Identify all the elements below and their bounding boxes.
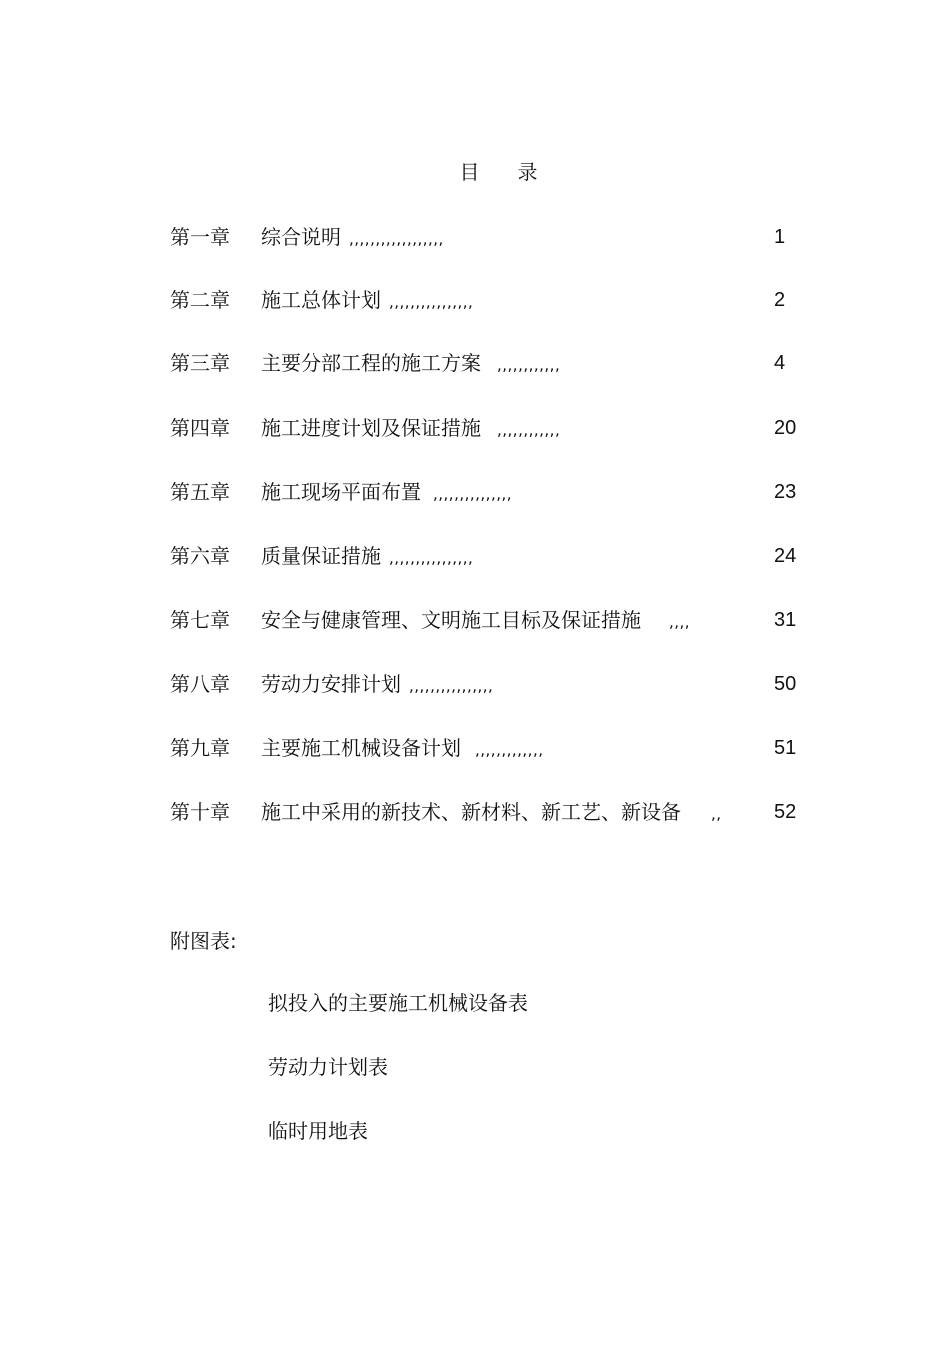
toc-entry[interactable] [170, 221, 800, 253]
toc-leader: ,,,,,,,,,,,, [497, 356, 561, 374]
toc-chapter-label: 第八章 [170, 672, 230, 696]
toc-chapter-label: 第六章 [170, 544, 230, 568]
toc-leader: ,, [711, 805, 722, 823]
toc-chapter-label: 第九章 [170, 736, 230, 760]
toc-entry-title [261, 221, 444, 255]
title-char-2: 录 [517, 160, 538, 184]
toc-entry[interactable] [170, 476, 800, 508]
toc-page-number: 24 [774, 545, 797, 567]
toc-entry-title [261, 284, 473, 318]
toc-entry[interactable] [170, 540, 800, 572]
toc-entry-title [261, 732, 544, 766]
page-title [0, 156, 950, 185]
toc-leader: ,,,, [669, 613, 691, 631]
toc-entry[interactable] [170, 284, 800, 316]
toc-leader: ,,,,,,,,,,,, [497, 421, 561, 439]
toc-page-number: 23 [774, 481, 797, 503]
toc-title-text: 劳动力安排计划 [261, 672, 401, 696]
toc-page-number: 4 [774, 352, 786, 374]
toc-page-number: 1 [774, 226, 786, 248]
toc-page-number: 31 [774, 609, 797, 631]
toc-entry-title [261, 540, 473, 574]
toc-entry[interactable] [170, 412, 800, 444]
appendix-item: 拟投入的主要施工机械设备表 [268, 991, 528, 1015]
toc-page-number: 50 [774, 673, 797, 695]
toc-entry-title [261, 668, 493, 702]
toc-leader: ,,,,,,,,,,,,,,,,,, [349, 230, 444, 248]
toc-entry-title [261, 347, 560, 381]
toc-chapter-label: 第五章 [170, 480, 230, 504]
toc-chapter-label: 第二章 [170, 288, 230, 312]
toc-page-number: 51 [774, 737, 797, 759]
toc-entry-title [261, 476, 512, 510]
toc-title-text: 施工中采用的新技术、新材料、新工艺、新设备 [261, 800, 681, 824]
toc-title-text: 综合说明 [261, 225, 341, 249]
toc-chapter-label: 第一章 [170, 225, 230, 249]
toc-leader: ,,,,,,,,,,,,,,, [433, 485, 513, 503]
toc-page-number: 20 [774, 417, 797, 439]
toc-entry[interactable] [170, 732, 800, 764]
toc-title-text: 安全与健康管理、文明施工目标及保证措施 [261, 608, 641, 632]
toc-entry-title [261, 412, 560, 446]
toc-page-number: 2 [774, 289, 786, 311]
toc-title-text: 施工现场平面布置 [261, 480, 421, 504]
toc-chapter-label: 第四章 [170, 416, 230, 440]
toc-entry-title [261, 796, 722, 830]
toc-leader: ,,,,,,,,,,,,,,,, [409, 677, 494, 695]
appendix-item: 劳动力计划表 [268, 1055, 388, 1079]
toc-entry[interactable] [170, 604, 800, 636]
toc-entry[interactable] [170, 668, 800, 700]
appendix-heading: 附图表: [170, 929, 237, 953]
toc-entry-title [261, 604, 690, 638]
toc-title-text: 施工总体计划 [261, 288, 381, 312]
toc-leader: ,,,,,,,,,,,,, [475, 741, 544, 759]
toc-title-text: 主要分部工程的施工方案 [261, 351, 481, 375]
toc-leader: ,,,,,,,,,,,,,,,, [389, 293, 474, 311]
title-char-1: 目 [459, 160, 480, 184]
toc-page-number: 52 [774, 801, 797, 823]
toc-entry[interactable] [170, 347, 800, 379]
toc-title-text: 主要施工机械设备计划 [261, 736, 461, 760]
toc-leader: ,,,,,,,,,,,,,,,, [389, 549, 474, 567]
toc-chapter-label: 第十章 [170, 800, 230, 824]
toc-title-text: 施工进度计划及保证措施 [261, 416, 481, 440]
appendix-item: 临时用地表 [268, 1119, 368, 1143]
toc-chapter-label: 第七章 [170, 608, 230, 632]
toc-entry[interactable] [170, 796, 800, 828]
toc-chapter-label: 第三章 [170, 351, 230, 375]
toc-title-text: 质量保证措施 [261, 544, 381, 568]
